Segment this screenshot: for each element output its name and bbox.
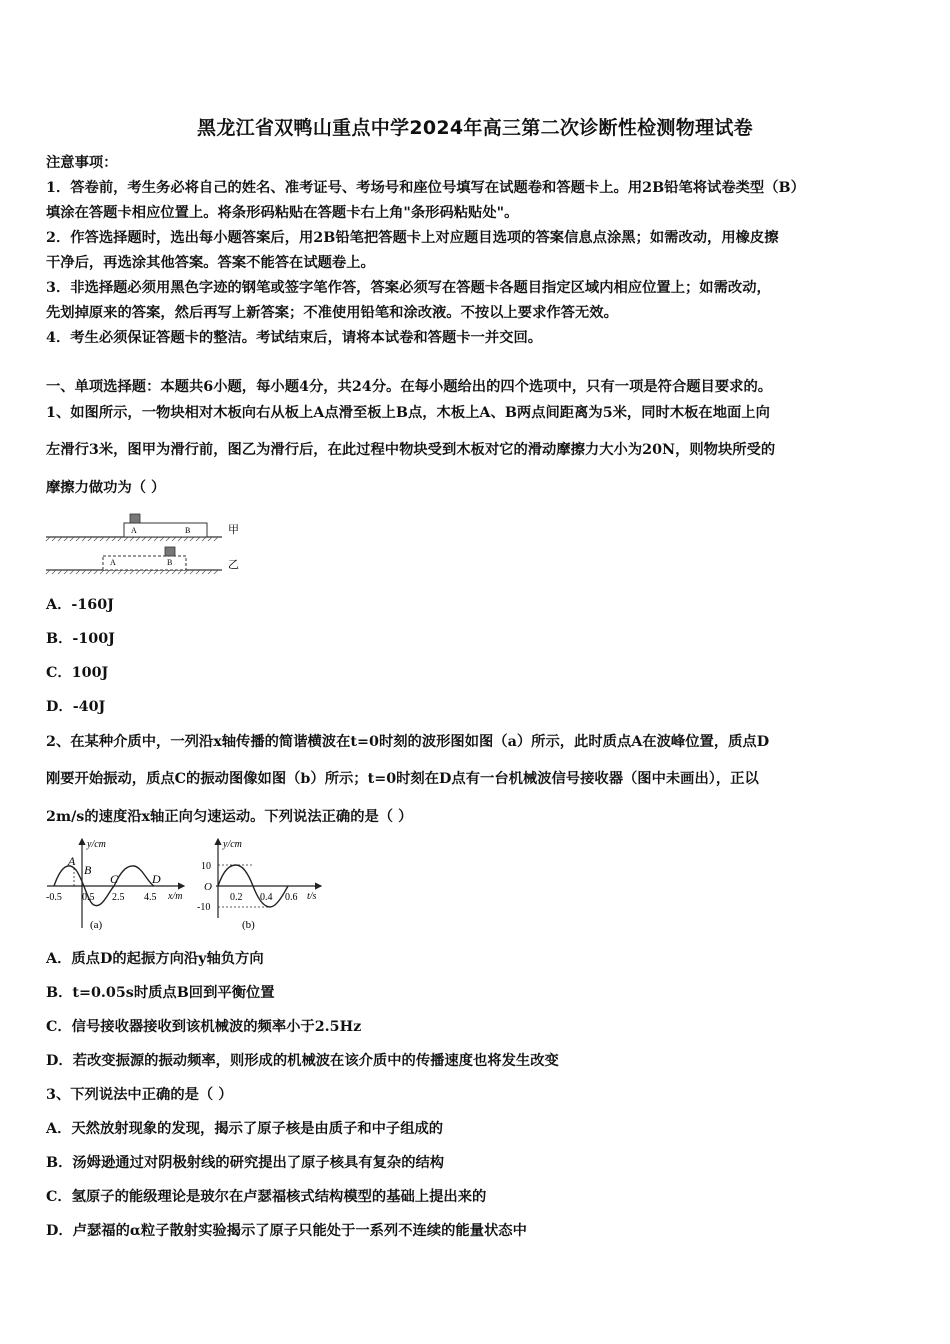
caption-yi: 乙 — [228, 559, 239, 571]
q2-option-a: A．质点D的起振方向沿y轴负方向 — [46, 951, 264, 967]
notice-line: 2．作答选择题时，选出每小题答案后，用2B铅笔把答题卡上对应题目选项的答案信息点涂黑；如需改动，用橡皮擦 — [46, 230, 779, 246]
q1-option-c: C．100J — [46, 665, 109, 681]
q1-option-b: B．-100J — [46, 631, 115, 647]
y-axis-label: y/cm — [223, 839, 242, 850]
q1-stem-line: 摩擦力做功为（ ） — [46, 480, 166, 496]
notice-line: 3．非选择题必须用黑色字迹的钢笔或签字笔作答，答案必须写在答题卡各题目指定区域内相应位置上；如需改动， — [46, 280, 771, 296]
tick-label: 0.6 — [285, 892, 298, 903]
point-d: D — [152, 872, 161, 886]
x-axis-label: x/m — [168, 891, 183, 902]
q2-option-b: B．t=0.05s时质点B回到平衡位置 — [46, 985, 275, 1001]
figure-caption-b: (b) — [242, 919, 255, 931]
notice-line: 填涂在答题卡相应位置上。将条形码粘贴在答题卡右上角"条形码粘贴处"。 — [46, 205, 519, 221]
x-axis-label: t/s — [307, 891, 317, 902]
origin-label: O — [204, 881, 212, 893]
figure-caption-a: (a) — [90, 919, 103, 931]
q2-figure-b — [196, 833, 336, 933]
q1-option-a: A．-160J — [46, 597, 114, 613]
tick-label: 0.5 — [82, 892, 95, 903]
q3-option-d: D．卢瑟福的α粒子散射实验揭示了原子只能处于一系列不连续的能量状态中 — [46, 1223, 527, 1239]
tick-label: 2.5 — [112, 892, 125, 903]
label-b: B — [185, 526, 191, 535]
q3-option-c: C．氢原子的能级理论是玻尔在卢瑟福核式结构模型的基础上提出来的 — [46, 1189, 487, 1205]
y-axis-label: y/cm — [87, 839, 106, 850]
notice-line: 先划掉原来的答案，然后再写上新答案；不准使用铅笔和涂改液。不按以上要求作答无效。 — [46, 305, 618, 321]
exam-title: 黑龙江省双鸭山重点中学2024年高三第二次诊断性检测物理试卷 — [197, 117, 753, 139]
q1-stem-line: 左滑行3米，图甲为滑行前，图乙为滑行后，在此过程中物块受到木板对它的滑动摩擦力大小为20N，则物块所受的 — [46, 442, 776, 458]
notice-line: 干净后，再选涂其他答案。答案不能答在试题卷上。 — [46, 255, 375, 271]
block-after — [165, 547, 175, 556]
point-b: B — [84, 863, 92, 877]
notice-line: 4．考生必须保证答题卡的整洁。考试结束后，请将本试卷和答题卡一并交回。 — [46, 330, 543, 346]
q2-stem-line: 刚要开始振动，质点C的振动图像如图（b）所示；t=0时刻在D点有一台机械波信号接收器（图中未画出），正以 — [46, 771, 759, 787]
tick-label: 0.2 — [230, 892, 243, 903]
caption-jia: 甲 — [228, 524, 239, 536]
q2-stem-line: 2、在某种介质中，一列沿x轴传播的简谐横波在t=0时刻的波形图如图（a）所示，此时质点A在波峰位置，质点D — [46, 734, 770, 750]
q1-option-d: D．-40J — [46, 699, 106, 715]
notice-heading: 注意事项： — [46, 155, 118, 171]
q2-stem-line: 2m/s的速度沿x轴正向匀速运动。下列说法正确的是（ ） — [46, 809, 413, 825]
q2-figure-a — [44, 833, 204, 933]
section-heading: 一、单项选择题：本题共6小题，每小题4分，共24分。在每小题给出的四个选项中，只有一项是符合题目要求的。 — [46, 379, 773, 395]
tick-label: -0.5 — [46, 892, 62, 903]
tick-label: 10 — [201, 861, 211, 872]
q3-option-a: A．天然放射现象的发现，揭示了原子核是由质子和中子组成的 — [46, 1121, 444, 1137]
point-a: A — [68, 854, 76, 868]
label-a: A — [110, 558, 116, 567]
q2-option-c: C．信号接收器接收到该机械波的频率小于2.5Hz — [46, 1019, 362, 1035]
q3-option-b: B．汤姆逊通过对阴极射线的研究提出了原子核具有复杂的结构 — [46, 1155, 445, 1171]
label-b: B — [167, 558, 173, 567]
notice-line: 1．答卷前，考生务必将自己的姓名、准考证号、考场号和座位号填写在试题卷和答题卡上。用2B铅笔将试卷类型（B） — [46, 180, 805, 196]
label-a: A — [131, 526, 137, 535]
tick-label: -10 — [197, 902, 211, 913]
q1-stem-line: 1、如图所示，一物块相对木板向右从板上A点滑至板上B点，木板上A、B两点间距离为5米，同时木板在地面上向 — [46, 405, 770, 421]
q3-stem: 3、下列说法中正确的是（ ） — [46, 1087, 233, 1103]
block-before — [130, 514, 140, 523]
q2-option-d: D．若改变振源的振动频率，则形成的机械波在该介质中的传播速度也将发生改变 — [46, 1053, 559, 1069]
tick-label: 0.4 — [260, 892, 273, 903]
q1-figure — [44, 510, 249, 580]
point-c: C — [110, 872, 119, 886]
tick-label: 4.5 — [144, 892, 157, 903]
